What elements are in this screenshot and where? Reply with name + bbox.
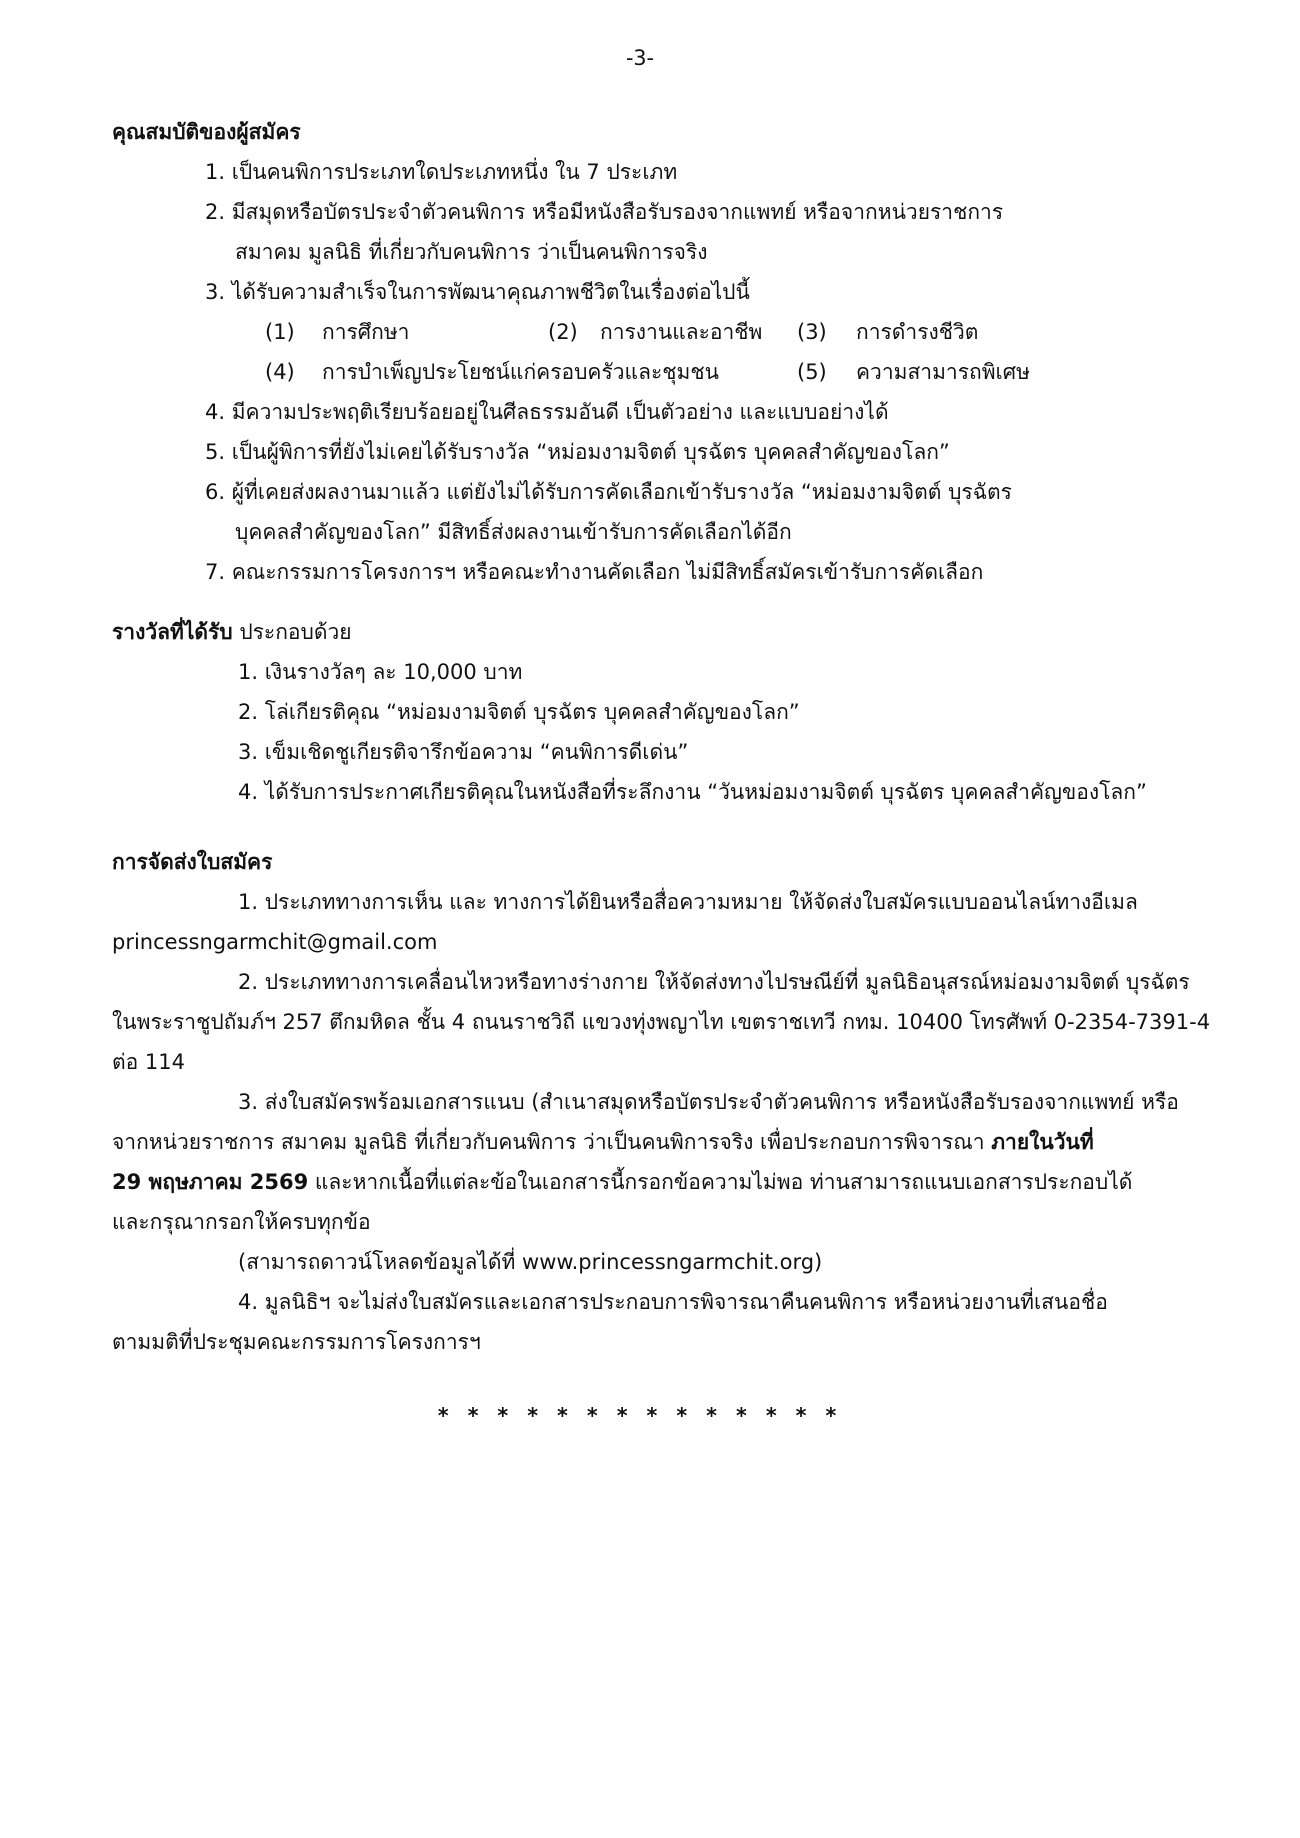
submission-para-1-line-1: 1. ประเภททางการเห็น และ ทางการได้ยินหรือสื่อความหมาย ให้จัดส่งใบสมัครแบบออนไลน์ทางอีเมล: [238, 890, 1138, 914]
qualification-item-7: 7. คณะกรรมการโครงการฯ หรือคณะทำงานคัดเลือก ไม่มีสิทธิ์สมัครเข้ารับการคัดเลือก: [205, 560, 984, 584]
qualification-item-1: 1. เป็นคนพิการประเภทใดประเภทหนึ่ง ใน 7 ประเภท: [205, 160, 678, 184]
page-number: -3-: [625, 46, 655, 70]
qualifications-heading: คุณสมบัติของผู้สมัคร: [112, 120, 301, 144]
end-marker: * * * * * * * * * * * * * *: [437, 1404, 843, 1428]
submission-para-2-line-1: 2. ประเภททางการเคลื่อนไหวหรือทางร่างกาย ให้จัดส่งทางไปรษณีย์ที่ มูลนิธิอนุสรณ์หม่อมงามจิตต์ บุรฉัตร: [238, 970, 1190, 994]
award-item-3: 3. เข็มเชิดชูเกียรติจารึกข้อความ “คนพิการดีเด่น”: [238, 740, 689, 764]
qualification-item-5: 5. เป็นผู้พิการที่ยังไม่เคยได้รับรางวัล “หม่อมงามจิตต์ บุรฉัตร บุคคลสำคัญของโลก”: [205, 440, 950, 464]
sub-item-number: (1): [265, 320, 295, 344]
sub-item-label: การบำเพ็ญประโยชน์แก่ครอบครัวและชุมชน: [322, 360, 719, 384]
submission-para-3-line-4: และกรุณากรอกให้ครบทุกข้อ: [112, 1210, 371, 1234]
sub-item-number: (3): [797, 320, 827, 344]
submission-para-3-line-2-text: จากหน่วยราชการ สมาคม มูลนิธิ ที่เกี่ยวกับคนพิการ ว่าเป็นคนพิการจริง เพื่อประกอบการพิจารณา: [112, 1130, 992, 1154]
sub-item-label: การงานและอาชีพ: [600, 320, 763, 344]
sub-item-number: (4): [265, 360, 295, 384]
sub-item-label: ความสามารถพิเศษ: [856, 360, 1030, 384]
award-item-1: 1. เงินรางวัลๆ ละ 10,000 บาท: [238, 660, 523, 684]
download-note: (สามารถดาวน์โหลดข้อมูลได้ที่ www.princessngarmchit.org): [238, 1250, 823, 1274]
awards-heading: [112, 618, 352, 646]
submission-para-3-line-2: [112, 1128, 1094, 1156]
submission-heading: การจัดส่งใบสมัคร: [112, 850, 273, 874]
sub-item-label: การศึกษา: [322, 320, 410, 344]
qualification-item-6-line-1: 6. ผู้ที่เคยส่งผลงานมาแล้ว แต่ยังไม่ได้รับการคัดเลือกเข้ารับรางวัล “หม่อมงามจิตต์ บุรฉัตร: [205, 480, 1012, 504]
qualification-item-6-line-2: บุคคลสำคัญของโลก” มีสิทธิ์ส่งผลงานเข้ารับการคัดเลือกได้อีก: [235, 520, 792, 544]
awards-heading-rest: ประกอบด้วย: [232, 620, 352, 644]
submission-email: princessngarmchit@gmail.com: [112, 930, 438, 954]
submission-para-2-line-3: ต่อ 114: [112, 1050, 186, 1074]
qualification-item-4: 4. มีความประพฤติเรียบร้อยอยู่ในศีลธรรมอันดี เป็นตัวอย่าง และแบบอย่างได้: [205, 400, 889, 424]
award-item-4: 4. ได้รับการประกาศเกียรติคุณในหนังสือที่ระลึกงาน “วันหม่อมงามจิตต์ บุรฉัตร บุคคลสำคัญของโลก”: [238, 780, 1147, 804]
qualification-item-2-line-2: สมาคม มูลนิธิ ที่เกี่ยวกับคนพิการ ว่าเป็นคนพิการจริง: [235, 240, 708, 264]
deadline-date: 29 พฤษภาคม 2569: [112, 1170, 309, 1194]
awards-heading-bold: รางวัลที่ได้รับ: [112, 620, 233, 644]
submission-para-4-line-2: ตามมติที่ประชุมคณะกรรมการโครงการฯ: [112, 1330, 481, 1354]
submission-para-3-line-3-text: และหากเนื้อที่แต่ละข้อในเอกสารนี้กรอกข้อความไม่พอ ท่านสามารถแนบเอกสารประกอบได้: [308, 1170, 1133, 1194]
award-item-2: 2. โล่เกียรติคุณ “หม่อมงามจิตต์ บุรฉัตร บุคคลสำคัญของโลก”: [238, 700, 800, 724]
submission-para-3-line-3: [112, 1168, 1132, 1196]
submission-para-2-line-2: ในพระราชูปถัมภ์ฯ 257 ตึกมหิดล ชั้น 4 ถนนราชวิถี แขวงทุ่งพญาไท เขตราชเทวี กทม. 10400 โทรศัพท์ 0-2354-7391-4: [112, 1010, 1211, 1034]
submission-para-3-line-1: 3. ส่งใบสมัครพร้อมเอกสารแนบ (สำเนาสมุดหรือบัตรประจำตัวคนพิการ หรือหนังสือรับรองจากแพทย์ หรือ: [238, 1090, 1179, 1114]
qualification-item-2-line-1: 2. มีสมุดหรือบัตรประจำตัวคนพิการ หรือมีหนังสือรับรองจากแพทย์ หรือจากหน่วยราชการ: [205, 200, 1004, 224]
deadline-label: ภายในวันที่: [991, 1130, 1094, 1154]
sub-item-number: (5): [797, 360, 827, 384]
sub-item-number: (2): [548, 320, 578, 344]
qualification-item-3: 3. ได้รับความสำเร็จในการพัฒนาคุณภาพชีวิตในเรื่องต่อไปนี้: [205, 280, 750, 304]
submission-para-4-line-1: 4. มูลนิธิฯ จะไม่ส่งใบสมัครและเอกสารประกอบการพิจารณาคืนคนพิการ หรือหน่วยงานที่เสนอชื่อ: [238, 1290, 1108, 1314]
sub-item-label: การดำรงชีวิต: [856, 320, 979, 344]
